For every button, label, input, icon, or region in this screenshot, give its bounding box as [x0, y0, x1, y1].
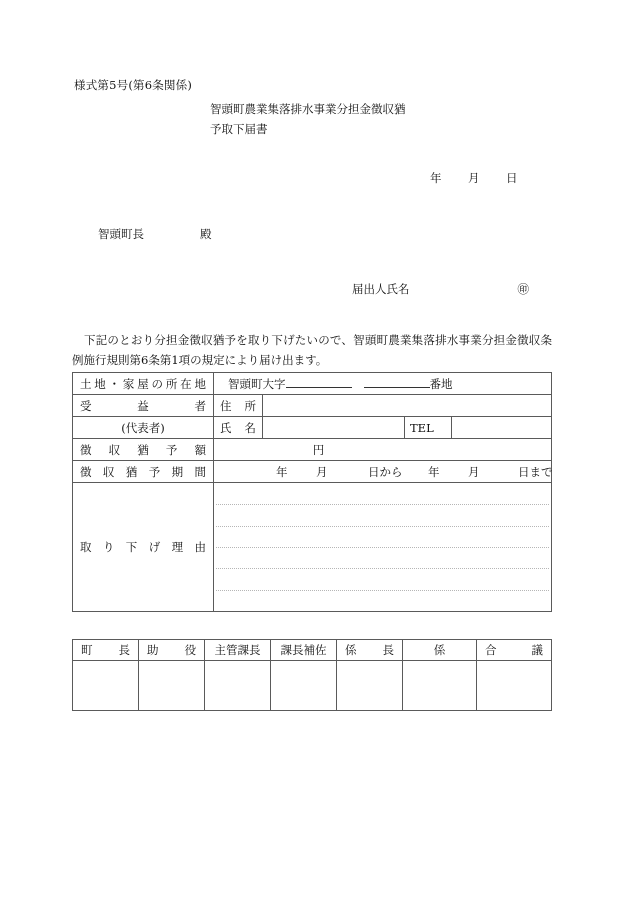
approval-column-label: 主管課長: [214, 643, 261, 657]
approval-stamp-cell-5[interactable]: [337, 661, 403, 711]
location-label: 土地・家屋の所在地: [80, 376, 206, 391]
period-start-month-label: 月: [316, 464, 328, 479]
beneficiary-tel-label: TEL: [410, 420, 434, 435]
amount-unit: 円: [312, 442, 325, 457]
approval-column-header-6: [403, 640, 477, 661]
table-row-amount: [73, 439, 552, 461]
location-suffix: 番地: [429, 377, 453, 391]
beneficiary-address-input[interactable]: [263, 395, 552, 417]
approval-column-header-4: [271, 640, 337, 661]
period-end-month-label: 月: [468, 464, 480, 479]
period-label: 徴収猶予期間: [80, 464, 206, 479]
location-prefix: 智頭町大字: [228, 377, 286, 391]
period-end-day-label: 日まで: [518, 464, 553, 479]
beneficiary-name-input[interactable]: [263, 417, 405, 439]
approval-column-label: 課長補佐: [280, 643, 327, 657]
seal-icon: ㊞: [517, 282, 529, 296]
approval-column-header-7: [477, 640, 552, 661]
approval-column-label: 合議: [485, 643, 543, 657]
period-start-year-label: 年: [276, 464, 288, 479]
document-title-line-2: 予取下届書: [210, 122, 268, 136]
approval-stamp-cell-7[interactable]: [477, 661, 552, 711]
approval-column-label: 係長: [345, 643, 394, 657]
amount-value-cell[interactable]: [214, 439, 552, 461]
beneficiary-label-line2: (代表者): [121, 420, 165, 435]
reason-label: 取り下げ理由: [80, 540, 206, 554]
form-code: 様式第5号(第6条関係): [74, 78, 193, 92]
location-label-cell: [73, 373, 214, 395]
reason-guide-lines: [214, 483, 551, 611]
date-line: [430, 170, 518, 186]
body-paragraph-text: 下記のとおり分担金徴収猶予を取り下げたいので、智頭町農業集落排水事業分担金徴収条例施行規則第6条第1項の規定により届け出ます。: [72, 333, 552, 367]
period-end-year-label: 年: [428, 464, 440, 479]
beneficiary-label-line1: 受益者: [80, 398, 206, 413]
amount-label-cell: [73, 439, 214, 461]
table-row-location: [73, 373, 552, 395]
approval-stamp-row: [73, 661, 552, 711]
approval-stamp-table: [72, 639, 552, 711]
table-row-reason: [73, 483, 552, 612]
main-form-table: [72, 372, 552, 612]
beneficiary-address-label: 住所: [220, 398, 256, 413]
document-title: [210, 99, 406, 139]
approval-stamp-cell-1[interactable]: [73, 661, 139, 711]
beneficiary-label-cell-line1: [73, 395, 214, 417]
reason-input-area[interactable]: [214, 483, 552, 612]
reason-guide-line: [216, 590, 549, 591]
reason-guide-line: [216, 504, 549, 505]
approval-stamp-cell-2[interactable]: [139, 661, 205, 711]
approval-column-header-3: [205, 640, 271, 661]
amount-label: 徴収猶予額: [80, 442, 206, 457]
date-month-label: 月: [468, 171, 480, 185]
body-paragraph: [72, 330, 552, 370]
location-blank-field-1[interactable]: [286, 375, 352, 388]
location-value-cell[interactable]: [214, 373, 552, 395]
beneficiary-label-cell-line2: [73, 417, 214, 439]
submitter-label: 届出人氏名: [352, 282, 410, 296]
approval-column-header-2: [139, 640, 205, 661]
location-blank-field-2[interactable]: [364, 375, 430, 388]
addressee: [98, 226, 212, 242]
approval-column-header-5: [337, 640, 403, 661]
approval-stamp-cell-4[interactable]: [271, 661, 337, 711]
approval-column-header-1: [73, 640, 139, 661]
table-row-beneficiary-name: [73, 417, 552, 439]
approval-column-label: 係: [433, 643, 446, 657]
date-day-label: 日: [506, 171, 518, 185]
reason-label-cell: [73, 483, 214, 612]
reason-guide-line: [216, 526, 549, 527]
document-title-line-1: 智頭町農業集落排水事業分担金徴収猶: [210, 102, 406, 116]
beneficiary-name-label-cell: [214, 417, 263, 439]
table-row-beneficiary-address: [73, 395, 552, 417]
period-value-cell[interactable]: [214, 461, 552, 483]
beneficiary-tel-input[interactable]: [452, 417, 552, 439]
addressee-honorific: 殿: [200, 227, 212, 241]
reason-guide-line: [216, 568, 549, 569]
submitter-line: [352, 281, 529, 297]
approval-stamp-cell-6[interactable]: [403, 661, 477, 711]
approval-column-label: 助役: [147, 643, 196, 657]
beneficiary-name-label: 氏名: [220, 420, 256, 435]
addressee-name: 智頭町長: [98, 227, 144, 241]
approval-header-row: [73, 640, 552, 661]
period-start-day-label: 日から: [368, 464, 403, 479]
table-row-period: [73, 461, 552, 483]
reason-guide-line: [216, 547, 549, 548]
approval-column-label: 町長: [81, 643, 130, 657]
beneficiary-address-label-cell: [214, 395, 263, 417]
approval-stamp-cell-3[interactable]: [205, 661, 271, 711]
date-year-label: 年: [430, 171, 442, 185]
beneficiary-tel-label-cell: [405, 417, 452, 439]
period-label-cell: [73, 461, 214, 483]
